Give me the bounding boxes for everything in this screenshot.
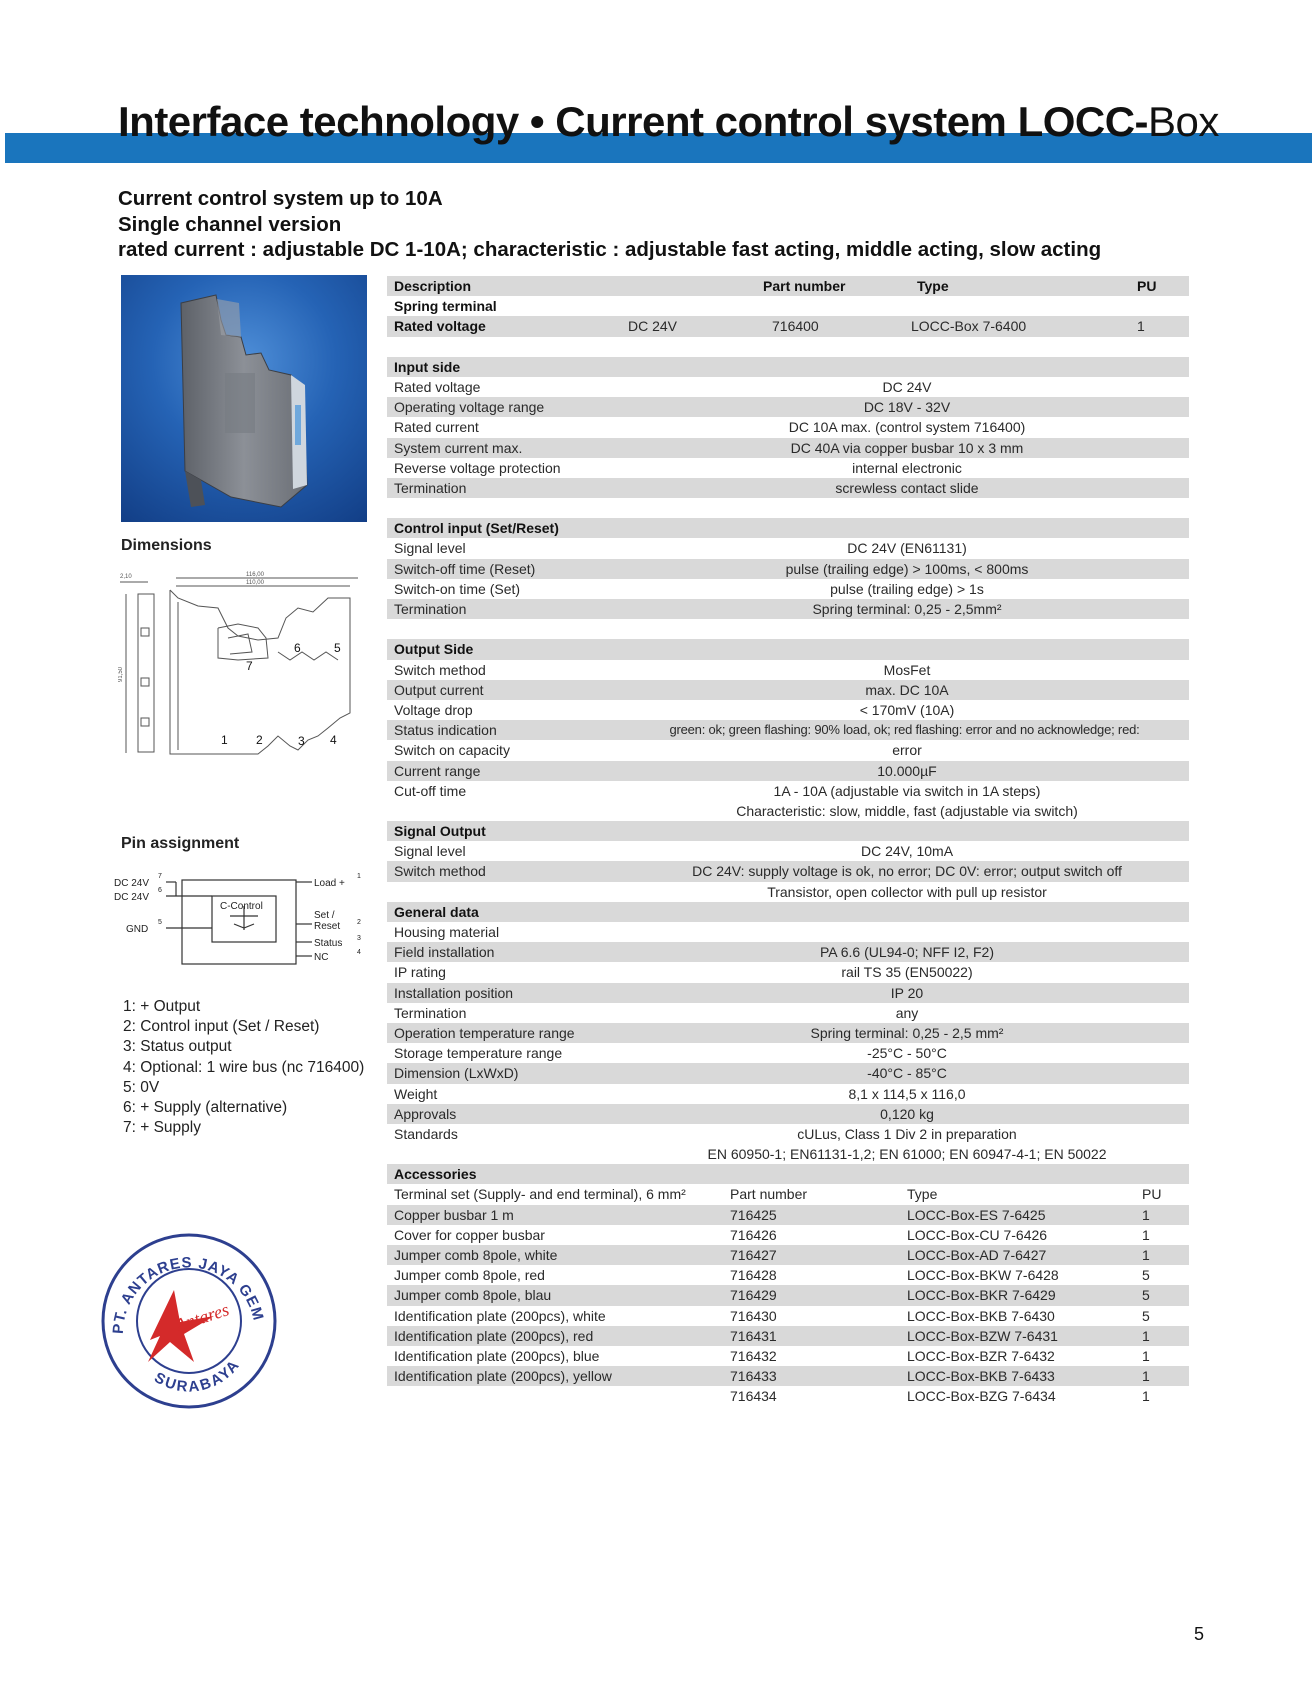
table-row: Housing material xyxy=(394,924,500,940)
dim-num-7: 7 xyxy=(246,659,253,673)
subheading-1: Current control system up to 10A xyxy=(118,187,443,210)
svg-text:4: 4 xyxy=(357,949,361,956)
table-row: Jumper comb 8pole, white 716427 LOCC-Box-AD 7-6427 1 xyxy=(387,1245,1189,1265)
svg-text:2: 2 xyxy=(357,919,361,926)
svg-text:SURABAYA: SURABAYA xyxy=(151,1355,244,1396)
table-row: Identification plate (200pcs), blue 716432 LOCC-Box-BZR 7-6432 1 xyxy=(394,1347,1150,1364)
svg-text:Antares: Antares xyxy=(172,1299,232,1336)
table-row: Rated voltage DC 24V xyxy=(394,378,932,395)
svg-text:2,10: 2,10 xyxy=(120,574,132,580)
svg-text:116,00: 116,00 xyxy=(246,572,264,578)
dim-num-4: 4 xyxy=(330,733,337,747)
table-row: Operation temperature range Spring terminal: 0,25 - 2,5 mm² xyxy=(387,1023,1189,1043)
table-row: Switch method MosFet xyxy=(394,661,931,678)
table-row: Rated voltage DC 24V 716400 LOCC-Box 7-6400 1 xyxy=(387,316,1189,336)
table-row: Jumper comb 8pole, blau 716429 LOCC-Box-BKR 7-6429 5 xyxy=(387,1285,1189,1305)
svg-text:5: 5 xyxy=(158,919,162,926)
section-title: Input side xyxy=(387,357,1189,377)
subheading-2: Single channel version xyxy=(118,213,342,236)
table-row: Cover for copper busbar 716426 LOCC-Box-CU 7-6426 1 xyxy=(394,1226,1150,1243)
table-header-row: Description Part number Type PU xyxy=(387,276,1189,296)
table-row: Reverse voltage protection internal electronic xyxy=(394,459,962,476)
table-row: Field installation PA 6.6 (UL94-0; NFF I2, F2) xyxy=(387,942,1189,962)
table-row: Identification plate (200pcs), red 716431 LOCC-Box-BZW 7-6431 1 xyxy=(387,1326,1189,1346)
pin-list-item: 1: + Output xyxy=(123,998,201,1015)
table-row: Switch on capacity error xyxy=(394,742,922,759)
svg-text:110,00: 110,00 xyxy=(246,580,264,586)
svg-text:C-Control: C-Control xyxy=(220,901,263,912)
table-row: IP rating rail TS 35 (EN50022) xyxy=(394,964,973,981)
svg-text:7: 7 xyxy=(158,873,162,880)
table-row: Transistor, open collector with pull up resistor xyxy=(767,883,1047,900)
pin-list xyxy=(123,997,383,1138)
pin-list-item: 6: + Supply (alternative) xyxy=(123,1098,288,1116)
table-row: Copper busbar 1 m 716425 LOCC-Box-ES 7-6425 1 xyxy=(387,1205,1189,1225)
dim-num-2: 2 xyxy=(256,733,263,747)
table-row: Current range 10.000µF xyxy=(387,761,1189,781)
svg-text:DC 24V: DC 24V xyxy=(114,878,150,889)
table-row: Termination Spring terminal: 0,25 - 2,5mm² xyxy=(387,599,1189,619)
table-row: Identification plate (200pcs), yellow 716433 LOCC-Box-BKB 7-6433 1 xyxy=(387,1366,1189,1386)
section-title: Accessories xyxy=(387,1164,1189,1184)
table-row: Jumper comb 8pole, red 716428 LOCC-Box-BKW 7-6428 5 xyxy=(394,1267,1150,1284)
table-row: Standards cULus, Class 1 Div 2 in preparation xyxy=(394,1125,1017,1142)
spec-table xyxy=(387,276,1189,1407)
company-stamp xyxy=(98,1230,280,1412)
svg-text:Reset: Reset xyxy=(314,921,341,932)
pin-assignment-label: Pin assignment xyxy=(121,835,240,852)
table-row: Switch method DC 24V: supply voltage is ok, no error; DC 0V: error; output switch off xyxy=(387,861,1189,881)
pin-list-item: 7: + Supply xyxy=(123,1119,201,1137)
section-title: Output Side xyxy=(387,639,1189,659)
page-title: Interface technology • Current control system LOCC-Box xyxy=(118,98,1219,145)
pin-list-item: 3: Status output xyxy=(123,1038,232,1056)
table-row: Dimension (LxWxD) -40°C - 85°C xyxy=(387,1063,1189,1083)
dim-num-1: 1 xyxy=(221,733,228,747)
table-row: Switch-off time (Reset) pulse (trailing edge) > 100ms, < 800ms xyxy=(387,559,1189,579)
section-title: Signal Output xyxy=(387,821,1189,841)
dim-num-6: 6 xyxy=(294,641,301,655)
table-row: Signal level DC 24V (EN61131) xyxy=(394,540,967,557)
section-title: Control input (Set/Reset) xyxy=(387,518,1189,538)
svg-text:Load +: Load + xyxy=(314,878,345,889)
svg-text:6: 6 xyxy=(158,887,162,894)
table-row: System current max. DC 40A via copper busbar 10 x 3 mm xyxy=(387,438,1189,458)
svg-text:91,50: 91,50 xyxy=(118,666,124,682)
svg-text:Status: Status xyxy=(314,938,343,949)
svg-text:NC: NC xyxy=(314,952,329,963)
pin-list-item: 5: 0V xyxy=(123,1078,160,1096)
table-row: Cut-off time 1A - 10A (adjustable via switch in 1A steps) xyxy=(394,782,1041,799)
section-title: Spring terminal xyxy=(394,298,497,315)
accessories-header-row: Terminal set (Supply- and end terminal), 6 mm² Part number Type PU xyxy=(394,1186,1162,1203)
svg-text:GND: GND xyxy=(126,924,149,935)
table-row: Voltage drop < 170mV (10A) xyxy=(394,701,955,718)
dim-num-5: 5 xyxy=(334,641,341,655)
subheading-3: rated current : adjustable DC 1-10A; characteristic : adjustable fast acting, middle acting, slow acting xyxy=(118,238,1102,261)
table-row: Storage temperature range -25°C - 50°C xyxy=(394,1045,947,1062)
table-row: Operating voltage range DC 18V - 32V xyxy=(387,397,1189,417)
table-row: EN 60950-1; EN61131-1,2; EN 61000; EN 60947-4-1; EN 50022 xyxy=(707,1146,1107,1163)
dimensions-label: Dimensions xyxy=(121,537,212,554)
table-row: 716434 LOCC-Box-BZG 7-6434 1 xyxy=(730,1388,1150,1405)
table-row: Characteristic: slow, middle, fast (adjustable via switch) xyxy=(736,802,1078,819)
pin-list-item: 4: Optional: 1 wire bus (nc 716400) xyxy=(123,1058,365,1076)
table-row: Installation position IP 20 xyxy=(387,983,1189,1003)
table-row: Status indication green: ok; green flashing: 90% load, ok; red flashing: error and no acknowledge; red: xyxy=(387,720,1189,740)
pin-diagram xyxy=(112,866,372,976)
pin-list-item: 2: Control input (Set / Reset) xyxy=(123,1018,320,1036)
product-photo xyxy=(121,275,367,522)
dimension-drawing xyxy=(118,568,368,768)
page-number: 5 xyxy=(1194,1624,1205,1644)
table-row: Termination any xyxy=(394,1004,919,1021)
table-row: Switch-on time (Set) pulse (trailing edge) > 1s xyxy=(394,580,984,597)
table-row: Weight 8,1 x 114,5 x 116,0 xyxy=(394,1085,966,1102)
table-row: Signal level DC 24V, 10mA xyxy=(394,843,954,860)
section-title: General data xyxy=(387,902,1189,922)
svg-text:DC 24V: DC 24V xyxy=(114,892,150,903)
svg-text:1: 1 xyxy=(357,873,361,880)
table-row: Approvals 0,120 kg xyxy=(387,1104,1189,1124)
table-row: Termination screwless contact slide xyxy=(387,478,1189,498)
svg-text:Set /: Set / xyxy=(314,910,335,921)
table-row: Rated current DC 10A max. (control system 716400) xyxy=(394,419,1026,436)
table-row: Output current max. DC 10A xyxy=(387,680,1189,700)
dim-num-3: 3 xyxy=(298,734,305,748)
svg-text:3: 3 xyxy=(357,935,361,942)
svg-text:PT. ANTARES JAYA GEMILANG PRIM: PT. ANTARES JAYA GEM xyxy=(109,1254,267,1335)
table-row: Identification plate (200pcs), white 716430 LOCC-Box-BKB 7-6430 5 xyxy=(394,1307,1150,1324)
